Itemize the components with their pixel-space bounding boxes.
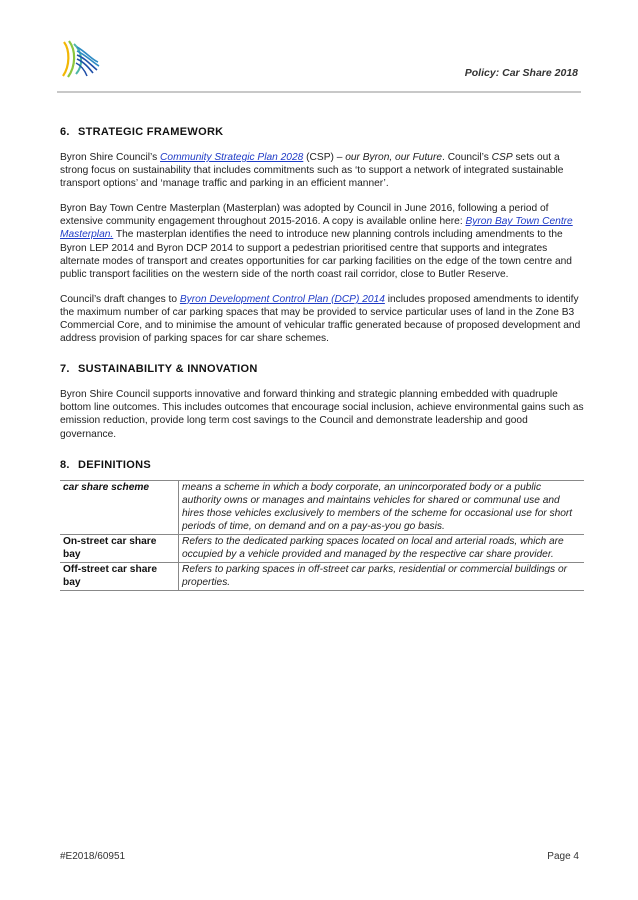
- text-run-italic: CSP: [491, 152, 513, 163]
- text-run: The masterplan identifies the need to introduce new planning controls including amendments to the Byron LEP 2014 and Byron DCP 2014 to support a pedestrian prioritised centre that supports and integrates alternate modes of transport and creates opportunities for car parking facilities on the edge of the town centre and public transport facilities on the western side of the north coast rail corridor, close to Butler Reserve.: [60, 229, 572, 280]
- section-number: 7.: [60, 363, 70, 376]
- definition-text: Refers to the dedicated parking spaces located on local and arterial roads, which are occupied by a vehicle provided and managed by the respective car share provider.: [179, 534, 585, 562]
- section-heading: [60, 363, 584, 375]
- definition-term: Off-street car share bay: [60, 563, 179, 591]
- section-title: DEFINITIONS: [78, 458, 151, 471]
- paragraph-masterplan: [60, 202, 584, 281]
- table-row: [60, 534, 584, 562]
- section-number: 8.: [60, 458, 70, 471]
- page-number: Page 4: [547, 851, 579, 862]
- text-run-italic: our Byron, our Future: [345, 152, 443, 163]
- section-title: SUSTAINABILITY & INNOVATION: [78, 363, 258, 376]
- section-definitions: [60, 459, 584, 592]
- definition-term: car share scheme: [60, 480, 179, 534]
- text-run: Council’s draft changes to: [60, 293, 180, 305]
- section-heading: [60, 459, 584, 471]
- section-strategic-framework: [60, 126, 584, 345]
- text-run: (CSP) –: [303, 152, 346, 163]
- definition-text: Refers to parking spaces in off-street car parks, residential or commercial buildings or properties.: [179, 563, 585, 591]
- header-divider: [57, 91, 581, 93]
- page-content: [60, 126, 584, 609]
- text-run: includes proposed amendments to identify the maximum number of car parking spaces that may be provided to service particular uses of land in the Zone B3 Commercial Core, and to minimise the amount of vehicular traffic generated because of proposed development and address provision of parking spaces for car share schemes.: [60, 293, 581, 345]
- definition-text: means a scheme in which a body corporate, an unincorporated body or a public authority owns or manages and maintains vehicles for shared or communal use and hires those vehicles exclusively to members of the scheme for occasional use for short periods of time, on demand and on a pay-as-you go basis.: [179, 480, 585, 534]
- csp-link[interactable]: Community Strategic Plan 2028: [160, 152, 304, 163]
- text-run: . Council’s: [442, 152, 492, 163]
- text-run: sets out a strong focus on sustainability that includes commitments such as ‘to support a network of integrated sustainable transport options’ and ‘manage traffic and parking in an efficient manner’.: [60, 152, 564, 190]
- section-sustainability: [60, 363, 584, 440]
- document-reference: #E2018/60951: [60, 851, 126, 862]
- text-run: Byron Bay Town Centre Masterplan (Masterplan) was adopted by Council in June 2016, following a period of extensive community engagement throughout 2015-2016. A copy is available online here:: [60, 203, 549, 228]
- definition-term: On-street car share bay: [60, 534, 179, 562]
- paragraph-csp: [60, 151, 584, 190]
- paragraph-sustainability: Byron Shire Council supports innovative and forward thinking and strategic planning embedded with quadruple bottom line outcomes. This includes outcomes that encourage social inclusion, achieve environmental gains such as emission reduction, provide long term cost savings to the Council and demonstrate leadership and good governance.: [60, 389, 584, 440]
- table-row: [60, 480, 584, 534]
- section-title: STRATEGIC FRAMEWORK: [78, 126, 224, 138]
- header-title: Policy: Car Share 2018: [464, 67, 578, 79]
- section-number: 6.: [60, 126, 70, 138]
- section-heading: [60, 126, 584, 138]
- council-logo-icon: [58, 38, 102, 80]
- definitions-table: [60, 480, 584, 592]
- masterplan-link[interactable]: Byron Bay Town Centre Masterplan.: [60, 216, 573, 241]
- dcp-link[interactable]: Byron Development Control Plan (DCP) 2014: [179, 293, 385, 305]
- paragraph-dcp: [60, 293, 584, 345]
- text-run: Byron Shire Council’s: [60, 152, 161, 163]
- table-row: [60, 563, 584, 591]
